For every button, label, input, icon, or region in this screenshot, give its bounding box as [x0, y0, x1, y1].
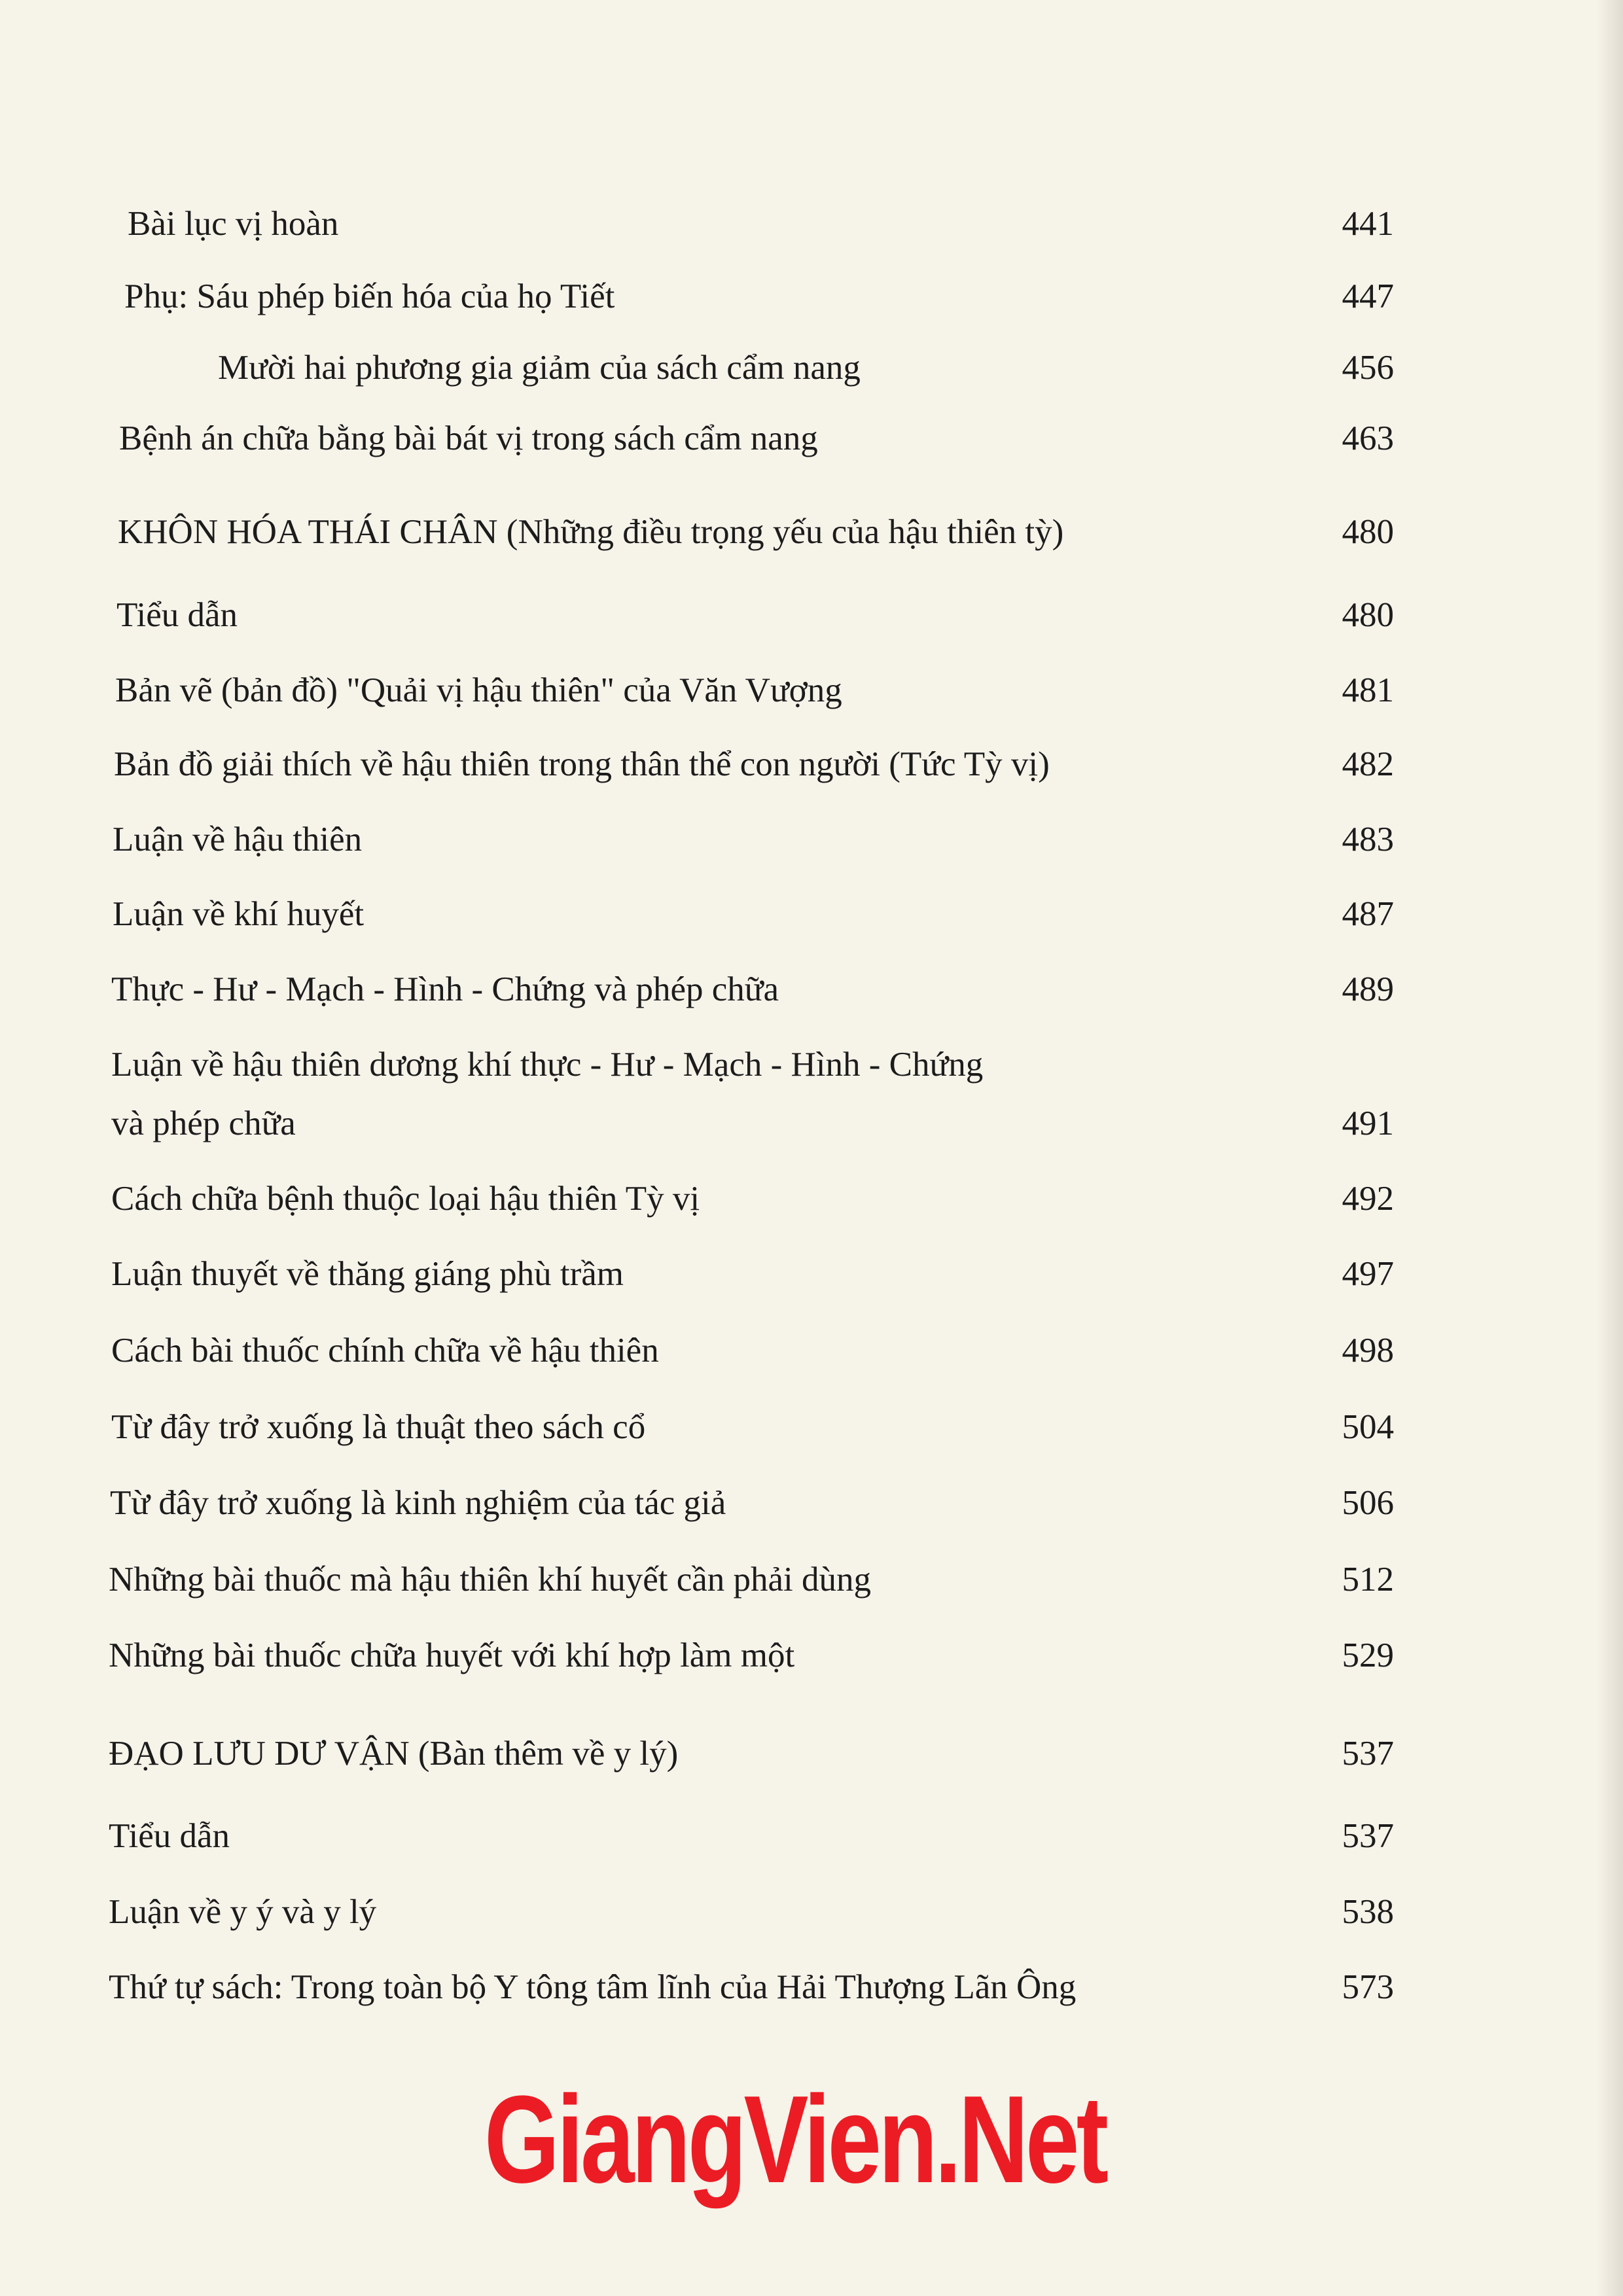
- toc-entry-title: Từ đây trở xuống là thuật theo sách cổ: [111, 1408, 646, 1446]
- toc-entry: [0, 1886, 1623, 1938]
- toc-section-heading: [0, 506, 1623, 558]
- toc-entry-title: và phép chữa: [111, 1104, 296, 1142]
- toc-entry-page: 491: [1342, 1104, 1394, 1142]
- toc-entry-title: Tiểu dẫn: [116, 596, 238, 634]
- toc-entry-page: 506: [1342, 1484, 1394, 1522]
- toc-entry: [0, 888, 1623, 940]
- toc-entry-page: 463: [1342, 419, 1394, 457]
- toc-entry-title: Cách bài thuốc chính chữa về hậu thiên: [111, 1332, 659, 1369]
- toc-entry-title: Luận thuyết về thăng giáng phù trầm: [111, 1255, 624, 1293]
- toc-entry-page: 497: [1342, 1255, 1394, 1293]
- toc-entry-page: 537: [1342, 1735, 1394, 1773]
- toc-entry-title: Luận về y ý và y lý: [109, 1893, 377, 1931]
- toc-entry-title: Bệnh án chữa bằng bài bát vị trong sách cẩm nang: [119, 419, 818, 457]
- toc-entry-title: Những bài thuốc chữa huyết với khí hợp làm một: [109, 1636, 795, 1674]
- toc-entry-page: 483: [1342, 821, 1394, 858]
- toc-entry-page: 487: [1342, 895, 1394, 933]
- toc-entry-title: Luận về hậu thiên dương khí thực - Hư - Mạch - Hình - Chứng: [111, 1046, 984, 1084]
- toc-entry: [0, 738, 1623, 790]
- toc-entry: [0, 1810, 1623, 1862]
- toc-entry-title: KHÔN HÓA THÁI CHÂN (Những điều trọng yếu của hậu thiên tỳ): [118, 513, 1064, 551]
- watermark-logo: GiangVien.Net: [484, 2070, 1106, 2209]
- toc-entry-page: 498: [1342, 1332, 1394, 1369]
- toc-entry-title: Mười hai phương gia giảm của sách cẩm nang: [218, 349, 861, 387]
- toc-entry-page: 456: [1342, 349, 1394, 387]
- toc-entry: [0, 342, 1623, 394]
- toc-entry-page: 492: [1342, 1180, 1394, 1218]
- toc-entry: [0, 1629, 1623, 1682]
- toc-entry-title: Bài lục vị hoàn: [128, 205, 339, 243]
- toc-entry-page: 529: [1342, 1636, 1394, 1674]
- toc-entry-title: Luận về khí huyết: [113, 895, 365, 933]
- toc-entry-title: Luận về hậu thiên: [113, 821, 363, 858]
- toc-entry: [0, 1553, 1623, 1606]
- toc-entry: [0, 1173, 1623, 1225]
- toc-entry-title: Cách chữa bệnh thuộc loại hậu thiên Tỳ vị: [111, 1180, 700, 1218]
- toc-entry: [0, 664, 1623, 716]
- toc-entry-page: 441: [1342, 205, 1394, 243]
- toc-entry-page: 573: [1342, 1968, 1394, 2006]
- toc-entry-page: 512: [1342, 1561, 1394, 1598]
- toc-entry: [0, 1324, 1623, 1377]
- toc-entry: [0, 589, 1623, 641]
- toc-entry-page: 482: [1342, 745, 1394, 783]
- toc-entry-title: Tiểu dẫn: [109, 1817, 230, 1855]
- toc-entry: [0, 1038, 1623, 1091]
- toc-entry-page: 538: [1342, 1893, 1394, 1931]
- toc-entry-title: Những bài thuốc mà hậu thiên khí huyết cần phải dùng: [109, 1561, 872, 1598]
- toc-entry: [0, 198, 1623, 250]
- toc-entry: [0, 1401, 1623, 1453]
- toc-entry: [0, 1477, 1623, 1529]
- toc-entry: [0, 270, 1623, 323]
- toc-entry: [0, 1248, 1623, 1300]
- toc-entry-title: Từ đây trở xuống là kinh nghiệm của tác giả: [110, 1484, 726, 1522]
- toc-entry-page: 481: [1342, 671, 1394, 709]
- toc-entry-title: Bản đồ giải thích về hậu thiên trong thân thể con người (Tức Tỳ vị): [114, 745, 1050, 783]
- toc-entry-title: Thứ tự sách: Trong toàn bộ Y tông tâm lĩnh của Hải Thượng Lãn Ông: [109, 1968, 1077, 2006]
- toc-entry: [0, 1961, 1623, 2013]
- toc-entry-page: 480: [1342, 596, 1394, 634]
- toc-entry-page: 537: [1342, 1817, 1394, 1855]
- toc-entry: [0, 412, 1623, 465]
- toc-entry-page: 480: [1342, 513, 1394, 551]
- toc-entry-title: Phụ: Sáu phép biến hóa của họ Tiết: [124, 277, 615, 315]
- toc-entry-page: 447: [1342, 277, 1394, 315]
- toc-entry: [0, 1097, 1623, 1150]
- toc-entry-page: 489: [1342, 970, 1394, 1008]
- toc-entry-title: Bản vẽ (bản đồ) "Quải vị hậu thiên" của Văn Vượng: [115, 671, 842, 709]
- toc-entry: [0, 963, 1623, 1016]
- toc-entry-title: ĐẠO LƯU DƯ VẬN (Bàn thêm về y lý): [109, 1735, 679, 1773]
- toc-entry: [0, 813, 1623, 866]
- toc-entry-title: Thực - Hư - Mạch - Hình - Chứng và phép chữa: [111, 970, 779, 1008]
- toc-section-heading: [0, 1727, 1623, 1780]
- toc-entry-page: 504: [1342, 1408, 1394, 1446]
